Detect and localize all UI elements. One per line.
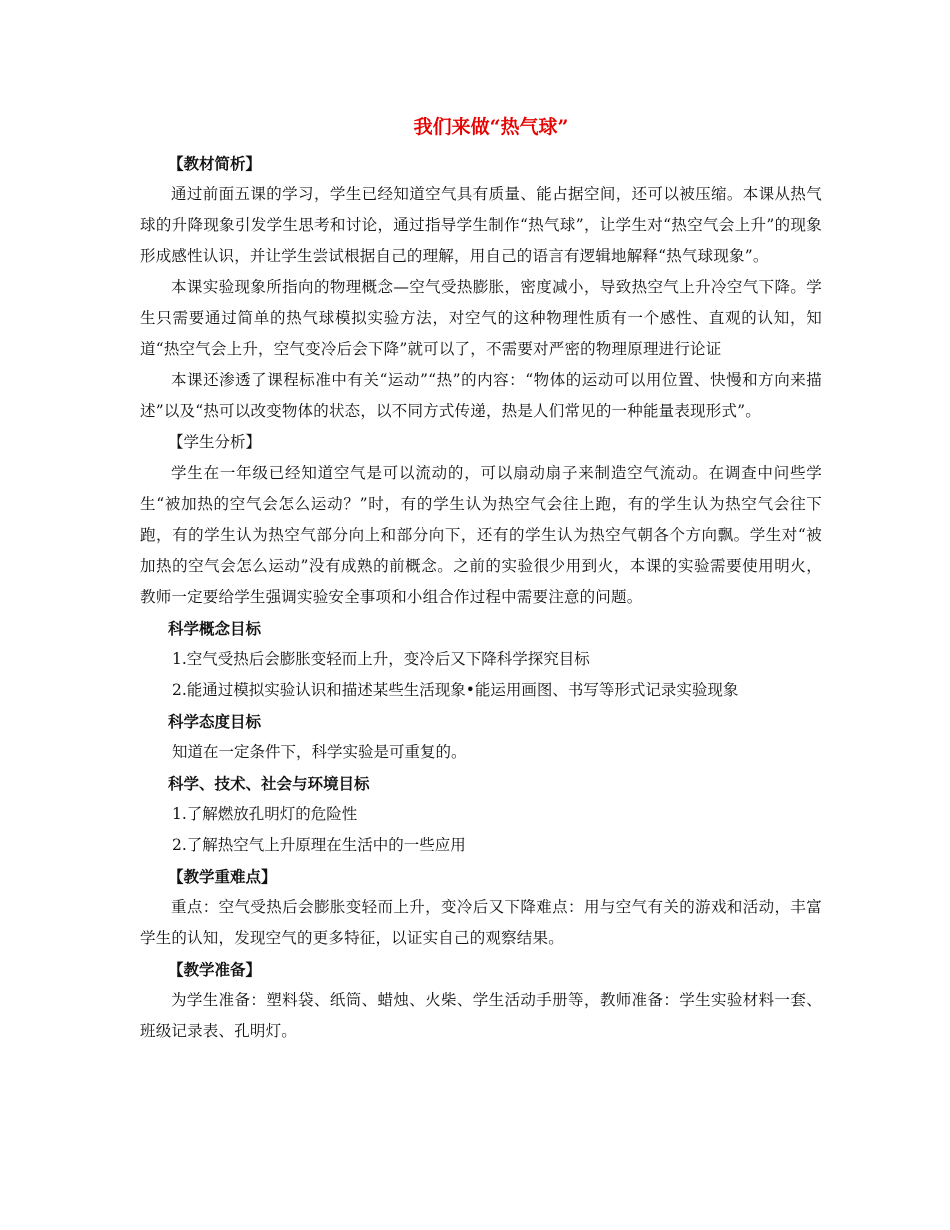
paragraph: 通过前面五课的学习，学生已经知道空气具有质量、能占据空间，还可以被压缩。本课从热气球的升降现象引发学生思考和讨论，通过指导学生制作“热气球”，让学生对“热空气会上升”的现象形成感性认识，并让学生尝试根据自己的理解，用自己的语言有逻辑地解释“热气球现象”。 — [140, 185, 822, 265]
list-item: 知道在一定条件下，科学实验是可重复的。 — [172, 743, 467, 761]
paragraph: 为学生准备：塑料袋、纸筒、蜡烛、火柴、学生活动手册等，教师准备：学生实验材料一套、班级记录表、孔明灯。 — [140, 991, 822, 1040]
section-heading-preparation: 【教学准备】 — [168, 960, 262, 979]
list-item: 2.了解热空气上升原理在生活中的一些应用 — [172, 836, 466, 854]
section-heading-key-points: 【教学重难点】 — [168, 867, 277, 886]
paragraph: 重点：空气受热后会膨胀变轻而上升，变冷后又下降难点：用与空气有关的游戏和活动，丰富学生的认知，发现空气的更多特征，以证实自己的观察结果。 — [140, 898, 822, 947]
section-heading-attitude-goals: 科学态度目标 — [168, 712, 262, 731]
section-heading-concept-goals: 科学概念目标 — [168, 619, 262, 638]
paragraph: 本课还渗透了课程标准中有关“运动”“热”的内容：“物体的运动可以用位置、快慢和方向来描述”以及“热可以改变物体的状态，以不同方式传递，热是人们常见的一种能量表现形式”。 — [140, 371, 822, 420]
section-heading-students: 【学生分析】 — [168, 433, 262, 451]
list-item: 1.了解燃放孔明灯的危险性 — [172, 805, 358, 823]
document-page — [140, 112, 822, 1047]
section-heading-textbook: 【教材简析】 — [168, 154, 262, 173]
document-title: 我们来做“热气球” — [413, 116, 569, 138]
list-item: 1.空气受热后会膨胀变轻而上升，变冷后又下降科学探究目标 — [172, 650, 590, 668]
list-item: 2.能通过模拟实验认识和描述某些生活现象•能运用画图、书写等形式记录实验现象 — [172, 681, 739, 699]
paragraph: 本课实验现象所指向的物理概念—空气受热膨胀，密度减小，导致热空气上升冷空气下降。学生只需要通过简单的热气球模拟实验方法，对空气的这种物理性质有一个感性、直观的认知，知道“热空气会上升，空气变冷后会下降”就可以了，不需要对严密的物理原理进行论证 — [140, 278, 822, 358]
section-heading-sts-goals: 科学、技术、社会与环境目标 — [168, 774, 370, 793]
paragraph: 学生在一年级已经知道空气是可以流动的，可以扇动扇子来制造空气流动。在调查中问些学生“被加热的空气会怎么运动？”时，有的学生认为热空气会往上跑，有的学生认为热空气会往下跑，有的学生认为热空气部分向上和部分向下，还有的学生认为热空气朝各个方向飘。学生对“被加热的空气会怎么运动”没有成熟的前概念。之前的实验很少用到火，本课的实验需要使用明火，教师一定要给学生强调实验安全事项和小组合作过程中需要注意的问题。 — [140, 464, 822, 606]
